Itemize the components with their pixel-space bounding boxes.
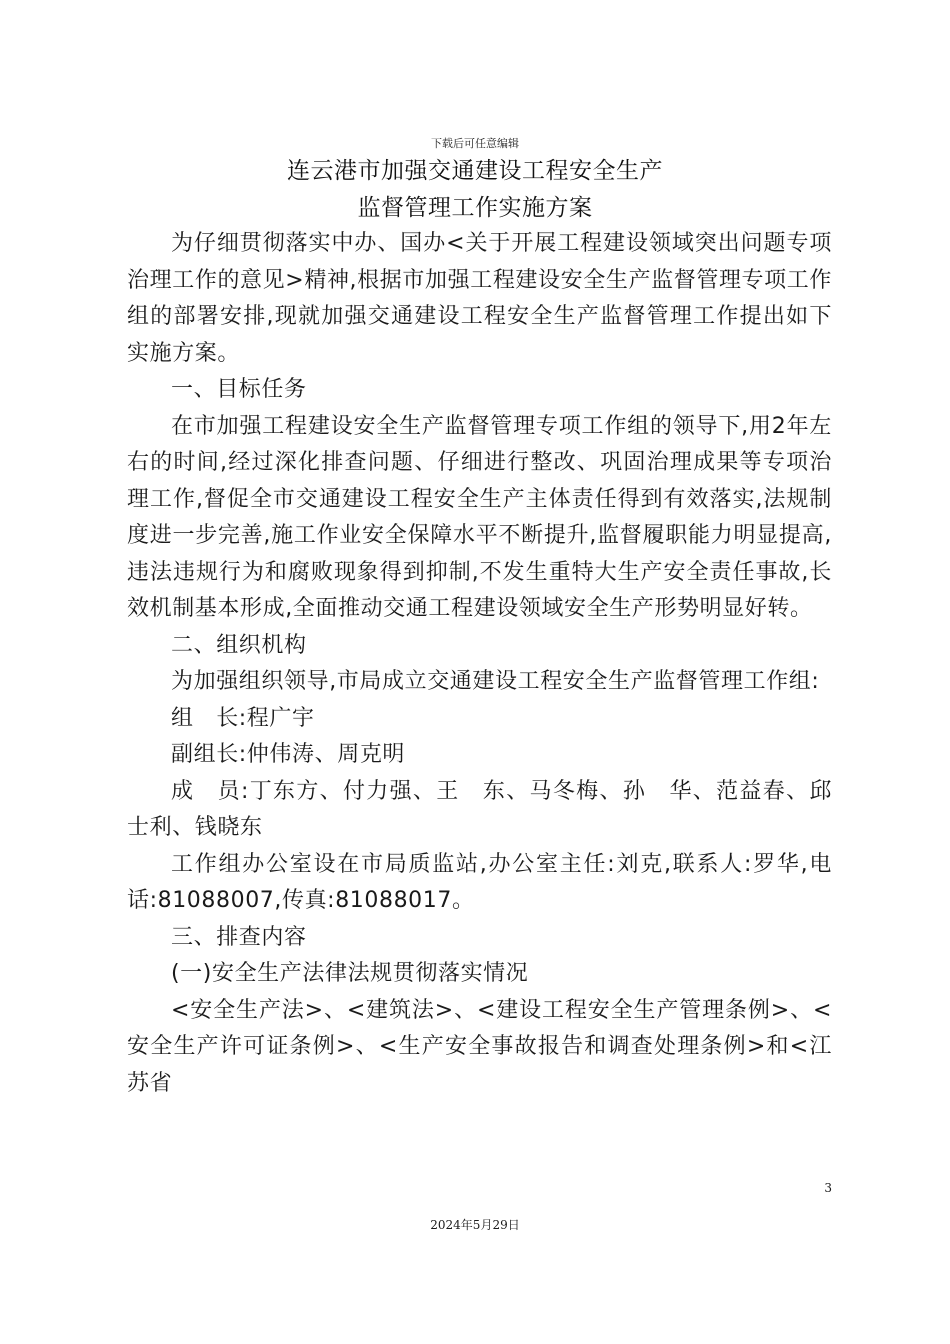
section-heading-organization: 二、组织机构 <box>171 632 307 658</box>
leader-line: 组 长:程广宇 <box>171 705 315 731</box>
document-title-line1: 连云港市加强交通建设工程安全生产 <box>287 158 663 184</box>
footer-date: 2024年5月29日 <box>430 1218 520 1232</box>
paragraph-organization: 为加强组织领导,市局成立交通建设工程安全生产监督管理工作组: <box>171 669 820 694</box>
page-number: 3 <box>824 1181 832 1195</box>
paragraph-intro: 为仔细贯彻落实中办、国办<关于开展工程建设领域突出问题专项治理工作的意见>精神,根据市加强工程建设安全生产监督管理专项工作组的部署安排,现就加强交通建设工程安全生产监督管理工作提出如下实施方案。 <box>127 231 832 366</box>
header-note: 下载后可任意编辑 <box>431 137 519 150</box>
members-line: 成 员:丁东方、付力强、王 东、马冬梅、孙 华、范益春、邱士利、钱晓东 <box>127 778 832 840</box>
deputy-leader-line: 副组长:仲伟涛、周克明 <box>171 742 406 767</box>
subsection-heading-laws: (一)安全生产法律法规贯彻落实情况 <box>171 961 529 986</box>
section-heading-inspection: 三、排查内容 <box>171 924 307 950</box>
document-body <box>127 226 832 1102</box>
office-contact-line: 工作组办公室设在市局质监站,办公室主任:刘克,联系人:罗华,电话:81088007,传真:81088017。 <box>127 851 832 913</box>
section-heading-goals: 一、目标任务 <box>171 377 307 402</box>
paragraph-goals: 在市加强工程建设安全生产监督管理专项工作组的领导下,用2年左右的时间,经过深化排查问题、仔细进行整改、巩固治理成果等专项治理工作,督促全市交通建设工程安全生产主体责任得到有效落实,法规制度进一步完善,施工作业安全保障水平不断提升,监督履职能力明显提高,违法违规行为和腐败现象得到抑制,不发生重特大生产安全责任事故,长效机制基本形成,全面推动交通工程建设领域安全生产形势明显好转。 <box>127 413 832 621</box>
paragraph-laws: <安全生产法>、<建筑法>、<建设工程安全生产管理条例>、<安全生产许可证条例>、<生产安全事故报告和调查处理条例>和<江苏省 <box>127 997 832 1096</box>
document-title-line2: 监督管理工作实施方案 <box>357 195 593 221</box>
